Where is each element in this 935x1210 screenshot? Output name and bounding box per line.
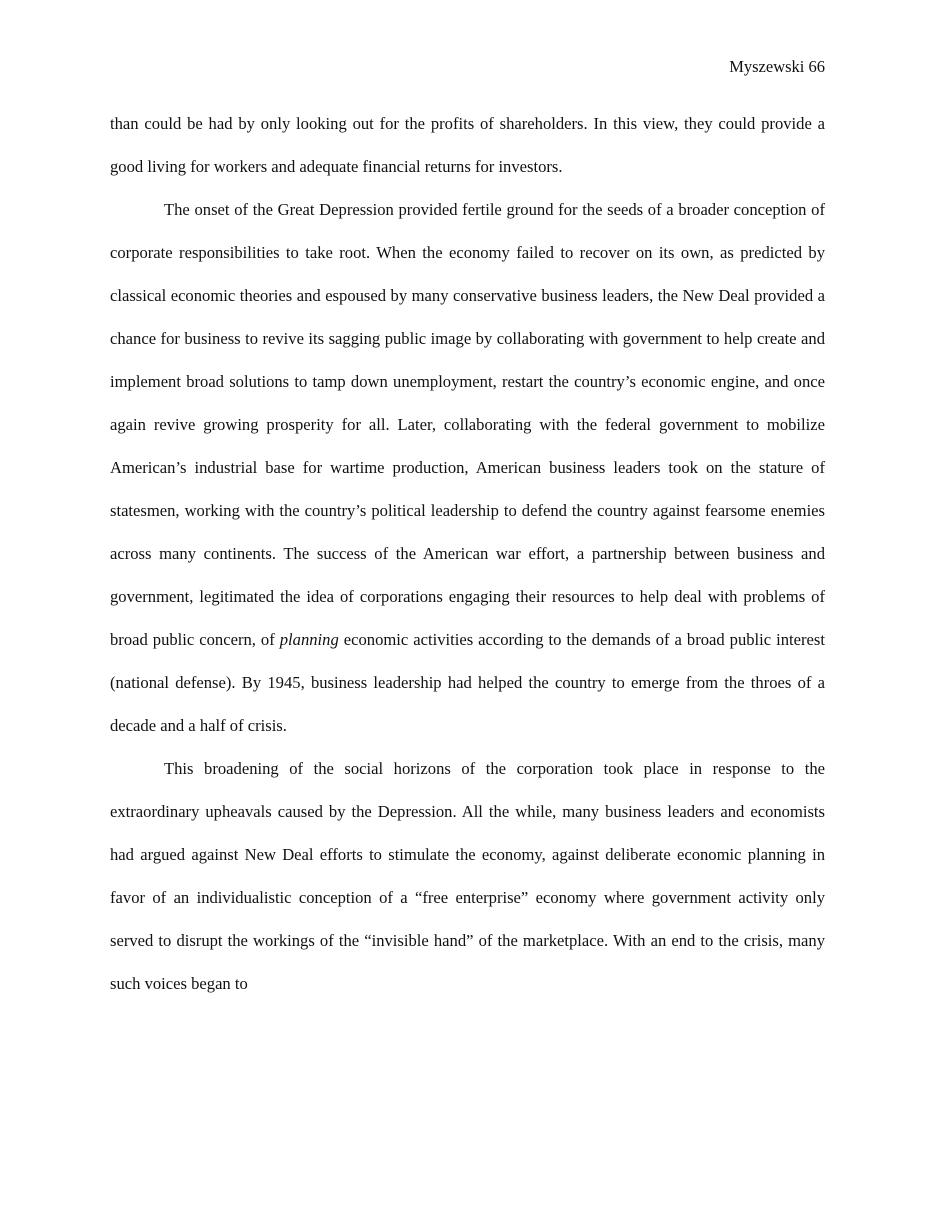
running-head: Myszewski 66 [729,57,825,76]
paragraph-text: economic activities according to the demands of a broad public interest (national defense). By 1945, business leadership had helped the country to emerge from the throes of a decade and a half of crisis. [110,630,825,735]
paragraph-social-horizons: This broadening of the social horizons of the corporation took place in response to the extraordinary upheavals caused by the Depression. All the while, many business leaders and economists had argued against New Deal efforts to stimulate the economy, against deliberate economic planning in favor of an individualistic conception of a “free enterprise” economy where government activity only served to disrupt the workings of the “invisible hand” of the marketplace. With an end to the crisis, many such voices began to [110,759,825,993]
paragraph-text: The onset of the Great Depression provided fertile ground for the seeds of a broader conception of corporate responsibilities to take root. When the economy failed to recover on its own, as predicted by classical economic theories and espoused by many conservative business leaders, the New Deal provided a chance for business to revive its sagging public image by collaborating with government to help create and implement broad solutions to tamp down unemployment, restart the country’s economic engine, and once again revive growing prosperity for all. Later, collaborating with the federal government to mobilize American’s industrial base for wartime production, American business leaders took on the stature of statesmen, working with the country’s political leadership to defend the country against fearsome enemies across many continents. The success of the American war effort, a partnership between business and government, legitimated the idea of corporations engaging their resources to help deal with problems of broad public concern, of [110,200,825,649]
body-text [110,102,825,1005]
italic-emphasis: planning [279,630,339,649]
paragraph-great-depression [110,188,825,747]
paragraph-continuation: than could be had by only looking out for the profits of shareholders. In this view, they could provide a good living for workers and adequate financial returns for investors. [110,114,825,176]
